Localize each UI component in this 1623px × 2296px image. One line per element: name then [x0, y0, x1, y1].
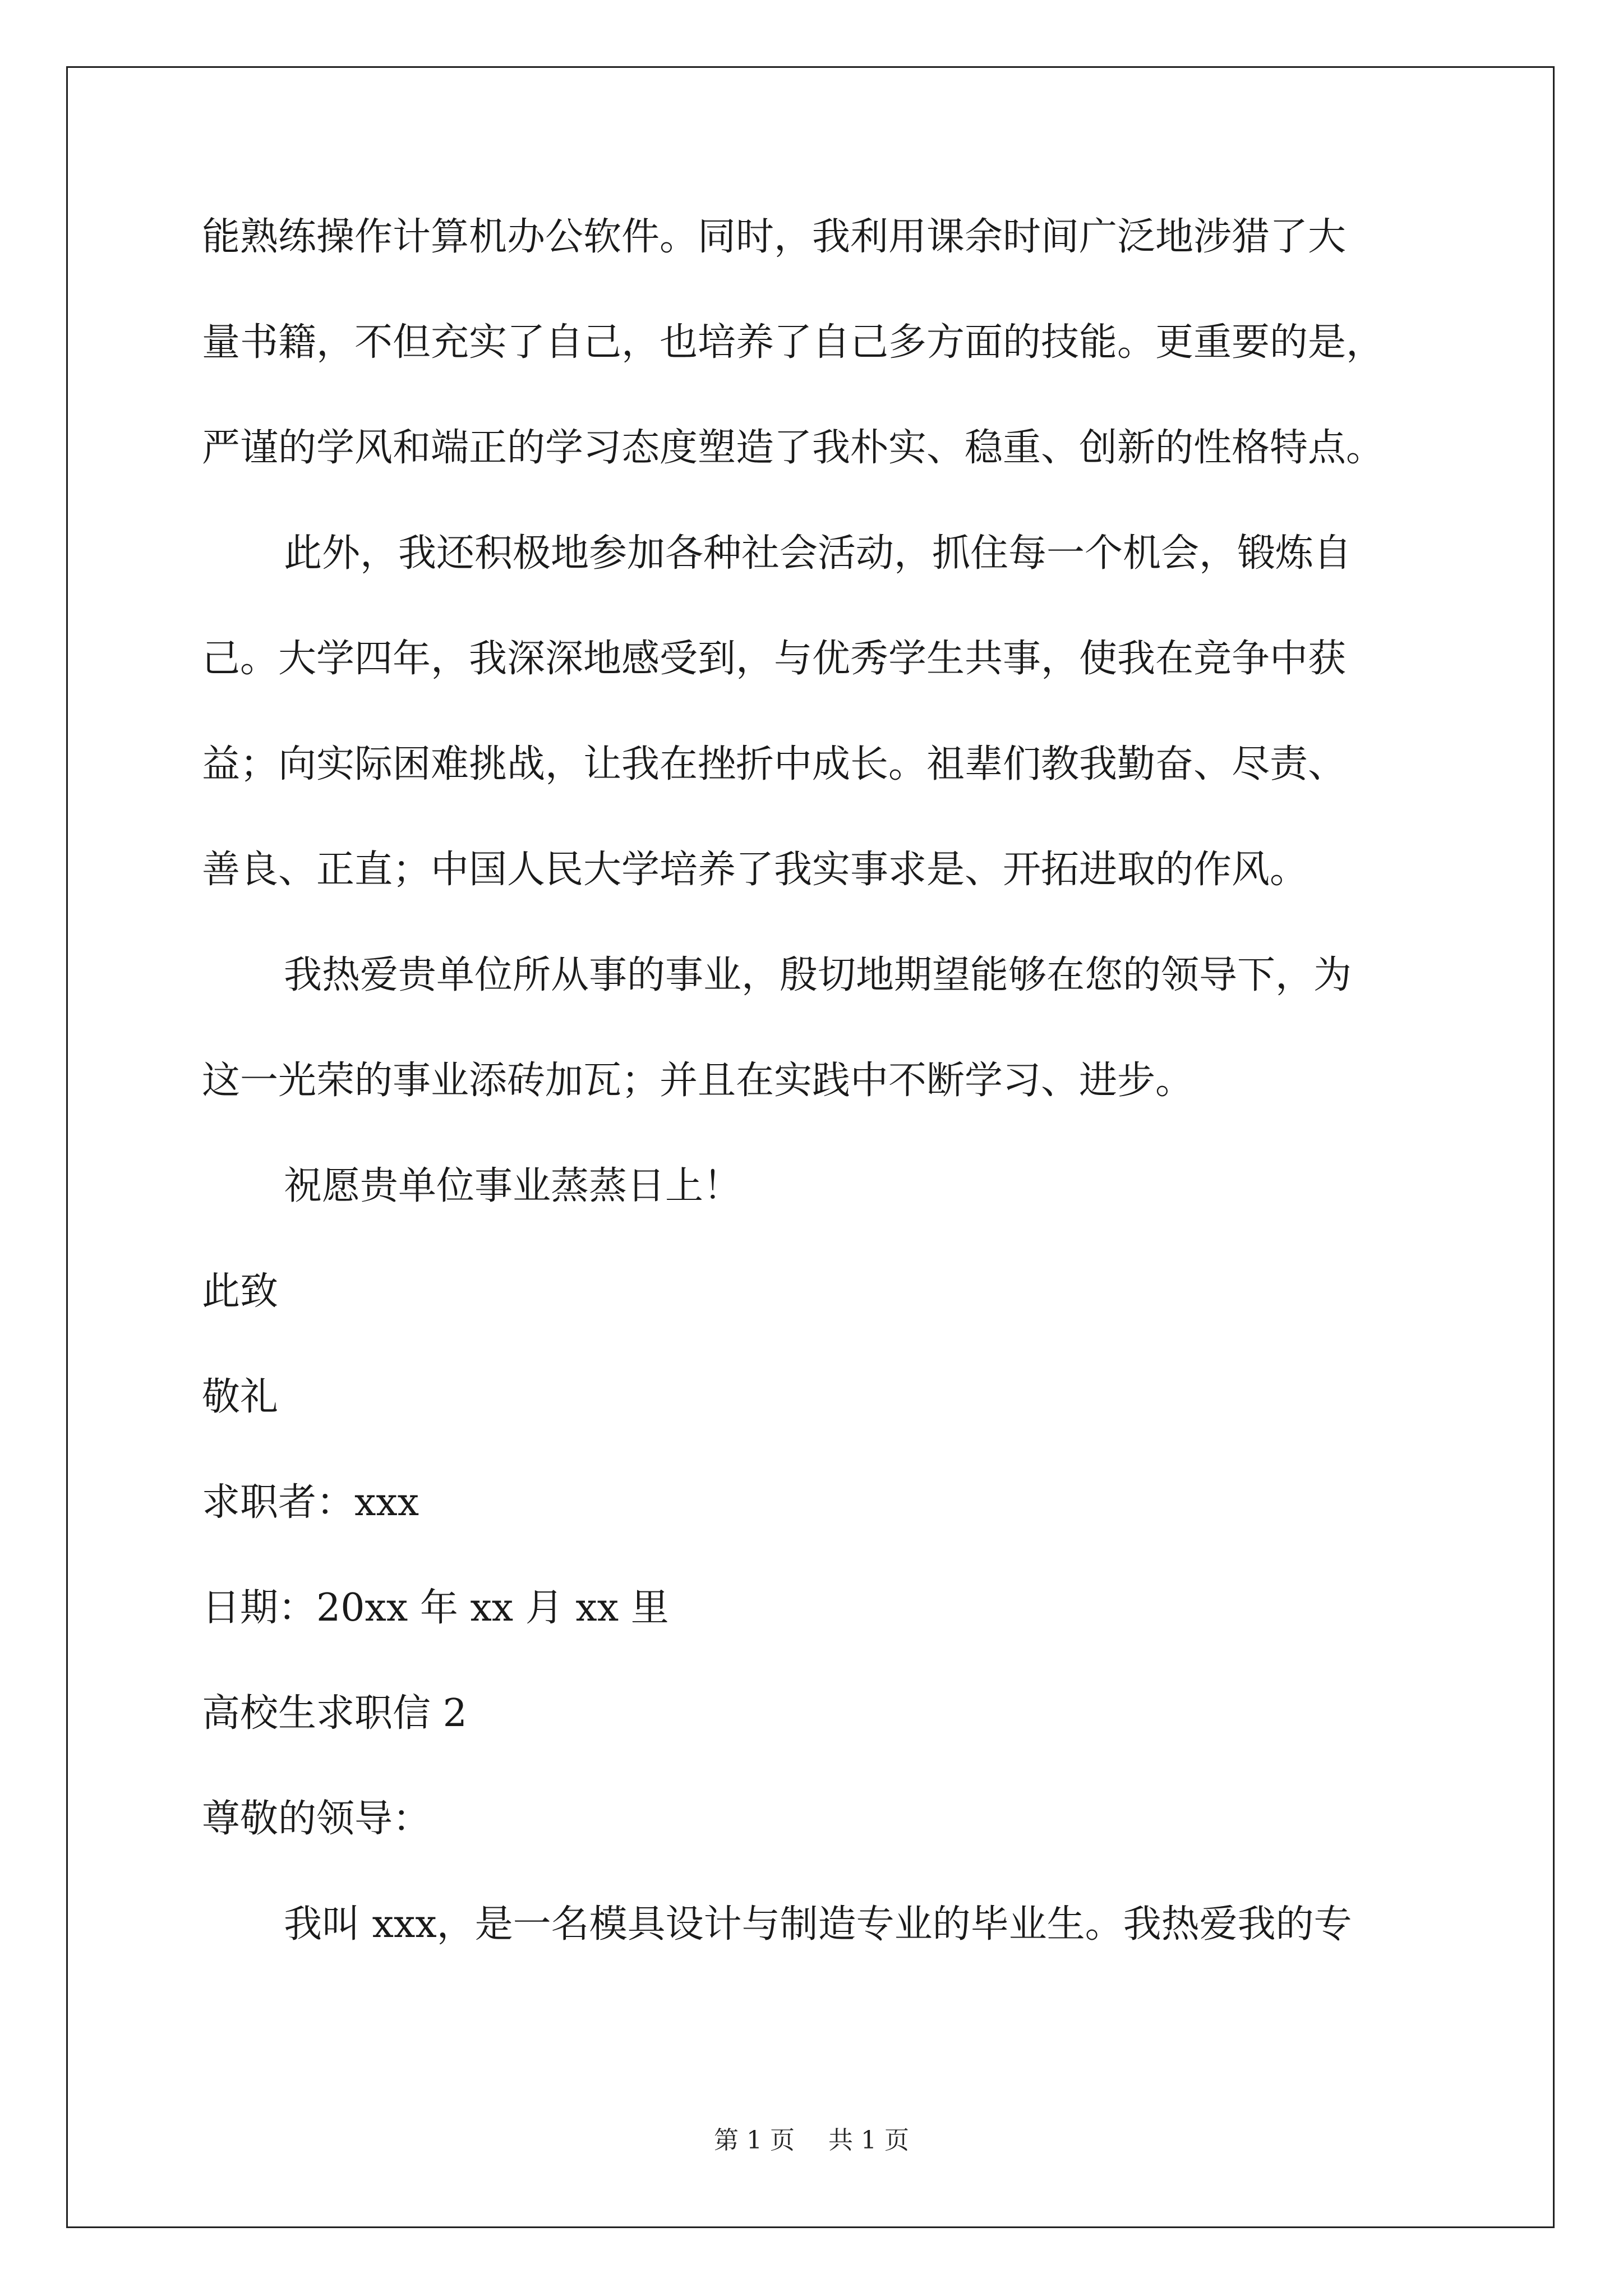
section-title: 高校生求职信 2 [202, 1691, 467, 1736]
page-footer [0, 2126, 1623, 2155]
text-line: 己。大学四年，我深深地感受到，与优秀学生共事，使我在竞争中获 [202, 637, 1347, 681]
text-line: 益；向实际困难挑战，让我在挫折中成长。祖辈们教我勤奋、尽责、 [202, 742, 1347, 786]
text-line: 严谨的学风和端正的学习态度塑造了我朴实、稳重、创新的性格特点。 [202, 426, 1385, 470]
text-line: 我叫 xxx，是一名模具设计与制造专业的毕业生。我热爱我的专 [284, 1902, 1352, 1947]
text-line: 量书籍，不但充实了自己，也培养了自己多方面的技能。更重要的是， [202, 320, 1385, 365]
text-line: 此外，我还积极地参加各种社会活动，抓住每一个机会，锻炼自 [284, 531, 1352, 576]
salutation-regards: 敬礼 [202, 1375, 279, 1419]
document-body [202, 216, 1436, 2009]
current-page: 第 1 页 [714, 2126, 795, 2155]
total-pages: 共 1 页 [828, 2126, 909, 2155]
salutation-closing: 此致 [202, 1269, 279, 1314]
applicant-signature: 求职者：xxx [202, 1480, 419, 1525]
date-line: 日期：20xx 年 xx 月 xx 里 [202, 1586, 669, 1630]
text-line: 能熟练操作计算机办公软件。同时，我利用课余时间广泛地涉猎了大 [202, 215, 1347, 259]
text-line: 这一光荣的事业添砖加瓦；并且在实践中不断学习、进步。 [202, 1059, 1194, 1103]
text-line: 善良、正直；中国人民大学培养了我实事求是、开拓进取的作风。 [202, 848, 1308, 892]
closing-wish: 祝愿贵单位事业蒸蒸日上！ [284, 1164, 742, 1208]
greeting: 尊敬的领导： [202, 1797, 431, 1841]
text-line: 我热爱贵单位所从事的事业，殷切地期望能够在您的领导下，为 [284, 953, 1352, 997]
